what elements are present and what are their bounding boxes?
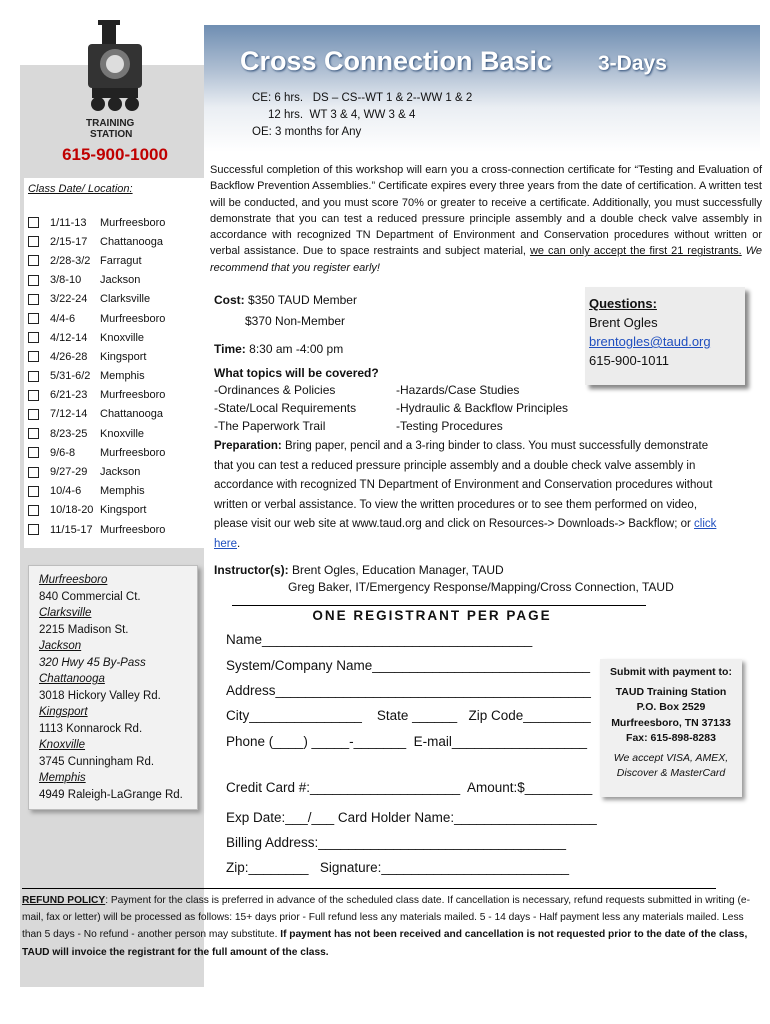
ce-line: OE: 3 months for Any (252, 126, 362, 138)
class-session (28, 424, 165, 443)
class-date: 4/26-28 (50, 350, 88, 363)
location-address: 320 Hwy 45 By-Pass (39, 656, 146, 669)
time (214, 342, 343, 356)
submit-payment-box (600, 659, 742, 797)
divider (22, 888, 716, 889)
class-date: 10/18-20 (50, 504, 94, 517)
time-value: 8:30 am -4:00 pm (249, 342, 344, 356)
class-checkbox[interactable] (28, 351, 39, 362)
preparation (214, 437, 724, 554)
class-date: 5/31-6/2 (50, 370, 91, 383)
location-name: Jackson (39, 640, 82, 652)
class-date: 11/15-17 (50, 523, 93, 536)
class-checkbox[interactable] (28, 486, 39, 497)
class-location: Murfreesboro (100, 523, 166, 536)
topic-item: -Hydraulic & Backflow Principles (396, 401, 569, 415)
location-address: 1113 Konnarock Rd. (39, 722, 143, 735)
class-session (28, 271, 165, 290)
submit-city: Murfreesboro, TN 37133 (611, 716, 731, 729)
class-session (28, 443, 165, 462)
questions-box (585, 287, 745, 385)
class-date: 8/23-25 (50, 427, 88, 440)
refund-label: REFUND POLICY (22, 895, 106, 906)
location-name: Chattanooga (39, 673, 105, 685)
class-session (28, 347, 165, 366)
ce-line: 12 hrs. WT 3 & 4, WW 3 & 4 (252, 109, 416, 121)
class-location: Chattanooga (100, 408, 163, 421)
zip-signature-fields[interactable]: Zip:________ Signature:_________________________ (226, 860, 570, 875)
address-field[interactable]: Address__________________________________________ (226, 683, 591, 698)
class-location: Murfreesboro (100, 389, 166, 402)
class-session (28, 367, 165, 386)
train-icon (80, 20, 150, 140)
contact-phone: 615-900-1011 (589, 353, 669, 368)
cost-non-member: $370 Non-Member (245, 314, 346, 328)
class-session (28, 501, 165, 520)
preparation-end: . (237, 537, 241, 550)
location-name: Clarksville (39, 607, 92, 619)
preparation-text: Bring paper, pencil and a 3-ring binder to class. You must successfully demonstrate that you can test a reduced pressure principle assembly and a double check valve assembly in accordance with recognized TN Department of Environment and Conservation procedures without written or verbal assistance. To view the written procedures or to see them performed on video, please visit our web site at www.taud.org and click on Resources-> Downloads-> Backflow; or (214, 440, 713, 530)
course-duration: 3-Days (598, 52, 667, 75)
class-checkbox[interactable] (28, 505, 39, 516)
contact-email-link[interactable]: brentogles@taud.org (589, 334, 711, 349)
logo-text-1: TRAINING (86, 118, 135, 129)
class-session (28, 482, 165, 501)
submit-heading: Submit with payment to: (610, 666, 732, 678)
class-location: Kingsport (100, 504, 147, 517)
class-date: 4/4-6 (50, 312, 76, 325)
class-session (28, 462, 165, 481)
location-address: 2215 Madison St. (39, 623, 129, 636)
description-text: Successful completion of this workshop will earn you a cross-connection certificate for “Testing and Evaluation of Backflow Prevention Assemblies.” Certificate expires every three years from the date of certification. A written test will be conducted, and you must score 70% or greater to receive a certificate. Additionally, you must successfully demonstrate that you can test a reduced pressure principle assembly and a double check valve assembly in accordance with recognized TN Department of Environment and Conservation procedures without written or verbal assistance. Due to space restraints and subject material, (210, 164, 762, 258)
topic-item: -Ordinances & Policies (214, 383, 336, 397)
class-session (28, 251, 165, 270)
class-date: 1/11-13 (50, 216, 87, 229)
class-location: Murfreesboro (100, 216, 166, 229)
class-session (28, 405, 165, 424)
click-here-link[interactable]: click here (214, 518, 717, 550)
instructors-label: Instructor(s): (214, 563, 289, 577)
class-session (28, 232, 165, 251)
class-checkbox[interactable] (28, 467, 39, 478)
class-location: Knoxville (100, 427, 145, 440)
class-date: 2/15-17 (50, 235, 88, 248)
refund-text: : Payment for the class is preferred in advance of the scheduled class date. If cancellation is necessary, refund requests submitted in writing (e-mail, fax or letter) will be processed as follows: 15+ days prior - Full refund less any materials mailed. 5 - 14 days - Half payment less any materials mailed. Less than 5 days - No refund - another person may substitute. (22, 895, 750, 941)
class-session (28, 309, 165, 328)
description-limit: we can only accept the first 21 registrants. (529, 245, 742, 258)
class-checkbox[interactable] (28, 524, 39, 535)
class-checkbox[interactable] (28, 409, 39, 420)
class-location: Jackson (100, 274, 141, 287)
billing-address-field[interactable]: Billing Address:_________________________________ (226, 835, 567, 850)
class-checkbox[interactable] (28, 428, 39, 439)
time-label: Time: (214, 342, 246, 356)
class-session (28, 386, 165, 405)
class-list-heading: Class Date/ Location: (28, 183, 133, 195)
instructor-2: Greg Baker, IT/Emergency Response/Mapping/Cross Connection, TAUD (288, 580, 674, 594)
topic-item: -Testing Procedures (396, 419, 503, 433)
location-address: 840 Commercial Ct. (39, 590, 141, 603)
class-date: 9/27-29 (50, 466, 88, 479)
class-checkbox[interactable] (28, 217, 39, 228)
exp-cardholder-fields[interactable]: Exp Date:___/___ Card Holder Name:___________________ (226, 810, 597, 825)
cost-label: Cost: (214, 293, 245, 307)
class-location: Murfreesboro (100, 312, 166, 325)
class-location: Chattanooga (100, 235, 163, 248)
submit-po: P.O. Box 2529 (636, 701, 706, 713)
topics-heading: What topics will be covered? (214, 366, 379, 380)
cost-member-value: $350 TAUD Member (248, 293, 357, 307)
submit-org: TAUD Training Station (615, 685, 727, 698)
refund-policy (22, 892, 750, 961)
submit-fax: Fax: 615-898-8283 (626, 732, 716, 744)
class-session (28, 328, 165, 347)
class-date: 9/6-8 (50, 446, 76, 459)
topic-item: -State/Local Requirements (214, 401, 357, 415)
class-date: 3/22-24 (50, 293, 88, 306)
phone-email-fields[interactable]: Phone (____) _____-_______ E-mail__________________ (226, 734, 588, 749)
class-date: 2/28-3/2 (50, 254, 91, 267)
class-checkbox[interactable] (28, 294, 39, 305)
location-address: 4949 Raleigh-LaGrange Rd. (39, 788, 183, 801)
name-field[interactable]: Name____________________________________ (226, 632, 533, 647)
class-date: 7/12-14 (50, 408, 88, 421)
cost-member (214, 293, 357, 307)
refund-warning: If payment has not been received and cancellation is not requested prior to the date of the class, TAUD will invoice the registrant for the full amount of the class. (22, 929, 748, 958)
class-checkbox[interactable] (28, 390, 39, 401)
preparation-label: Preparation: (214, 440, 282, 452)
class-date: 3/8-10 (50, 274, 82, 287)
topic-item: -The Paperwork Trail (214, 419, 326, 433)
main-phone: 615-900-1000 (62, 145, 168, 164)
instructor-1: Brent Ogles, Education Manager, TAUD (288, 563, 504, 577)
class-session (28, 520, 165, 539)
class-checkbox[interactable] (28, 236, 39, 247)
registration-heading: ONE REGISTRANT PER PAGE (312, 608, 552, 623)
city-state-zip-fields[interactable]: City_______________ State ______ Zip Code_________ (226, 708, 591, 723)
company-field[interactable]: System/Company Name_____________________________ (226, 658, 591, 673)
class-location: Kingsport (100, 350, 147, 363)
ce-line: CE: 6 hrs. DS – CS--WT 1 & 2--WW 1 & 2 (252, 92, 473, 104)
location-name: Kingsport (39, 706, 88, 718)
class-checkbox[interactable] (28, 313, 39, 324)
questions-heading: Questions: (589, 296, 657, 311)
accepted-cards: We accept VISA, AMEX, (613, 751, 729, 764)
class-date: 6/21-23 (50, 389, 88, 402)
accepted-cards-2: Discover & MasterCard (616, 767, 726, 779)
class-session (28, 290, 165, 309)
location-address: 3018 Hickory Valley Rd. (39, 689, 161, 702)
class-checkbox[interactable] (28, 255, 39, 266)
class-checkbox[interactable] (28, 275, 39, 286)
class-location: Clarksville (100, 293, 151, 306)
topic-item: -Hazards/Case Studies (396, 383, 520, 397)
class-location: Knoxville (100, 331, 145, 344)
class-location: Memphis (100, 485, 145, 498)
class-location: Memphis (100, 370, 145, 383)
class-list (28, 213, 165, 539)
credit-card-fields[interactable]: Credit Card #:____________________ Amount:$_________ (226, 780, 593, 795)
contact-name: Brent Ogles (589, 315, 658, 330)
locations-box (28, 565, 198, 810)
location-address: 3745 Cunningham Rd. (39, 755, 155, 768)
class-checkbox[interactable] (28, 447, 39, 458)
class-date: 4/12-14 (50, 331, 88, 344)
page-title: Cross Connection Basic (240, 46, 553, 76)
location-name: Memphis (39, 772, 86, 784)
class-checkbox[interactable] (28, 371, 39, 382)
description (210, 162, 762, 276)
class-checkbox[interactable] (28, 332, 39, 343)
description-recommend: We recommend that you register early! (210, 245, 762, 274)
divider (232, 605, 646, 606)
class-date: 10/4-6 (50, 485, 82, 498)
instructor-line (214, 563, 504, 577)
class-session (28, 213, 165, 232)
location-name: Knoxville (39, 739, 86, 751)
class-location: Murfreesboro (100, 446, 166, 459)
class-location: Jackson (100, 466, 141, 479)
logo-text-2: STATION (90, 129, 133, 140)
ce-credits (252, 90, 472, 141)
location-name: Murfreesboro (39, 574, 108, 586)
class-location: Farragut (100, 254, 142, 267)
